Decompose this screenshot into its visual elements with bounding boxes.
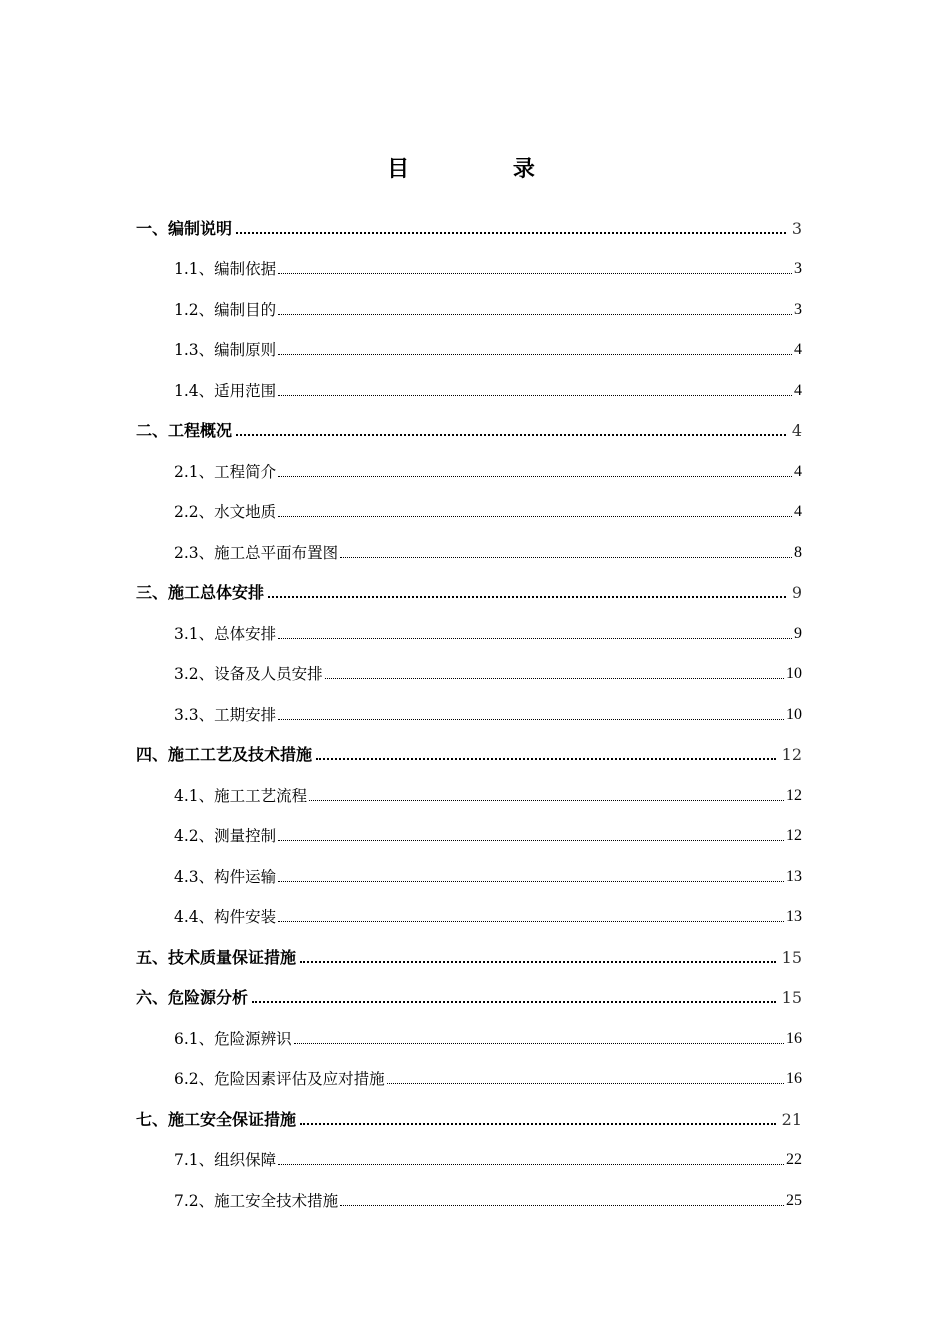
toc-entry-label: 4.2、测量控制 xyxy=(174,827,277,845)
toc-page-number: 10 xyxy=(786,705,802,723)
toc-list xyxy=(0,198,950,1211)
toc-section-entry[interactable] xyxy=(0,198,950,239)
toc-dot-leader xyxy=(278,840,784,841)
toc-entry-label: 五、技术质量保证措施 xyxy=(136,947,297,967)
toc-page-number: 12 xyxy=(786,827,802,844)
toc-page-number: 12 xyxy=(786,786,802,804)
toc-entry-label: 一、编制说明 xyxy=(136,218,233,238)
toc-dot-leader xyxy=(278,314,792,315)
toc-page-number: 4 xyxy=(794,381,802,399)
toc-dot-leader xyxy=(340,1205,784,1206)
toc-subsection-entry[interactable] xyxy=(0,806,950,847)
toc-section-entry[interactable] xyxy=(0,725,950,766)
toc-entry-label: 3.3、工期安排 xyxy=(174,705,277,724)
toc-page-number: 12 xyxy=(781,745,802,764)
toc-subsection-entry[interactable] xyxy=(0,603,950,644)
toc-page-number: 3 xyxy=(794,300,802,318)
toc-dot-leader xyxy=(278,476,792,477)
toc-dot-leader xyxy=(294,1043,784,1044)
toc-entry-label: 1.4、适用范围 xyxy=(174,381,277,400)
toc-page-number: 13 xyxy=(786,908,802,925)
toc-page-number: 15 xyxy=(781,988,802,1007)
toc-page-number: 4 xyxy=(794,462,802,480)
toc-dot-leader xyxy=(278,881,784,882)
toc-dot-leader xyxy=(300,1123,776,1125)
toc-dot-leader xyxy=(316,758,776,760)
toc-page-number: 3 xyxy=(791,218,802,238)
toc-subsection-entry[interactable] xyxy=(0,684,950,725)
toc-entry-label: 六、危险源分析 xyxy=(136,988,249,1007)
toc-section-entry[interactable] xyxy=(0,927,950,968)
toc-entry-label: 七、施工安全保证措施 xyxy=(136,1109,297,1129)
toc-dot-leader xyxy=(387,1083,784,1084)
toc-entry-label: 四、施工工艺及技术措施 xyxy=(136,745,313,764)
toc-subsection-entry[interactable] xyxy=(0,846,950,887)
toc-page-number: 4 xyxy=(794,503,802,520)
toc-page-number: 13 xyxy=(786,867,802,885)
toc-dot-leader xyxy=(236,434,786,436)
toc-title: 目 录 xyxy=(387,157,583,182)
toc-dot-leader xyxy=(300,961,776,963)
toc-subsection-entry[interactable] xyxy=(0,482,950,523)
toc-subsection-entry[interactable] xyxy=(0,1008,950,1049)
toc-page-number: 25 xyxy=(786,1191,802,1209)
toc-dot-leader xyxy=(309,800,784,801)
toc-entry-label: 6.1、危险源辨识 xyxy=(174,1029,292,1048)
toc-entry-label: 2.3、施工总平面布置图 xyxy=(174,543,339,562)
toc-subsection-entry[interactable] xyxy=(0,522,950,563)
toc-dot-leader xyxy=(278,1164,784,1165)
toc-dot-leader xyxy=(278,516,792,517)
toc-page-number: 15 xyxy=(781,947,802,967)
toc-dot-leader xyxy=(268,596,786,598)
toc-dot-leader xyxy=(278,921,784,922)
toc-page-number: 16 xyxy=(786,1070,802,1087)
toc-subsection-entry[interactable] xyxy=(0,644,950,685)
toc-entry-label: 1.1、编制依据 xyxy=(174,260,277,278)
toc-subsection-entry[interactable] xyxy=(0,279,950,320)
toc-page-number: 16 xyxy=(786,1029,802,1047)
toc-page-number: 4 xyxy=(794,341,802,358)
toc-entry-label: 1.3、编制原则 xyxy=(174,341,277,359)
toc-section-entry[interactable] xyxy=(0,563,950,604)
toc-page-number: 9 xyxy=(794,624,802,642)
toc-dot-leader xyxy=(278,395,792,396)
toc-subsection-entry[interactable] xyxy=(0,320,950,361)
toc-page-number: 22 xyxy=(786,1151,802,1168)
toc-dot-leader xyxy=(236,232,786,234)
toc-section-entry[interactable] xyxy=(0,968,950,1009)
toc-entry-label: 4.3、构件运输 xyxy=(174,867,277,886)
toc-page-number: 8 xyxy=(794,543,802,561)
toc-page-number: 10 xyxy=(786,665,802,682)
toc-page-number: 9 xyxy=(791,583,802,602)
toc-entry-label: 2.1、工程简介 xyxy=(174,462,277,481)
toc-subsection-entry[interactable] xyxy=(0,239,950,280)
toc-subsection-entry[interactable] xyxy=(0,441,950,482)
toc-page-number: 3 xyxy=(794,260,802,277)
toc-entry-label: 1.2、编制目的 xyxy=(174,300,277,319)
toc-entry-label: 3.2、设备及人员安排 xyxy=(174,665,323,683)
toc-entry-label: 4.1、施工工艺流程 xyxy=(174,786,308,805)
toc-subsection-entry[interactable] xyxy=(0,1130,950,1171)
toc-section-entry[interactable] xyxy=(0,401,950,442)
toc-subsection-entry[interactable] xyxy=(0,1170,950,1211)
toc-entry-label: 三、施工总体安排 xyxy=(136,583,265,602)
toc-entry-label: 4.4、构件安装 xyxy=(174,908,277,926)
toc-section-entry[interactable] xyxy=(0,1089,950,1130)
toc-entry-label: 7.2、施工安全技术措施 xyxy=(174,1191,339,1210)
toc-entry-label: 二、工程概况 xyxy=(136,421,233,440)
toc-subsection-entry[interactable] xyxy=(0,360,950,401)
toc-dot-leader xyxy=(252,1001,776,1003)
toc-dot-leader xyxy=(278,354,792,355)
toc-dot-leader xyxy=(325,678,784,679)
toc-entry-label: 6.2、危险因素评估及应对措施 xyxy=(174,1070,385,1088)
toc-page-number: 21 xyxy=(781,1109,802,1129)
toc-page-number: 4 xyxy=(791,421,802,440)
toc-subsection-entry[interactable] xyxy=(0,765,950,806)
toc-dot-leader xyxy=(340,557,792,558)
toc-entry-label: 2.2、水文地质 xyxy=(174,503,277,521)
toc-entry-label: 3.1、总体安排 xyxy=(174,624,277,643)
toc-dot-leader xyxy=(278,638,792,639)
toc-subsection-entry[interactable] xyxy=(0,1049,950,1090)
toc-entry-label: 7.1、组织保障 xyxy=(174,1151,277,1169)
toc-dot-leader xyxy=(278,719,784,720)
toc-subsection-entry[interactable] xyxy=(0,887,950,928)
toc-dot-leader xyxy=(278,273,792,274)
